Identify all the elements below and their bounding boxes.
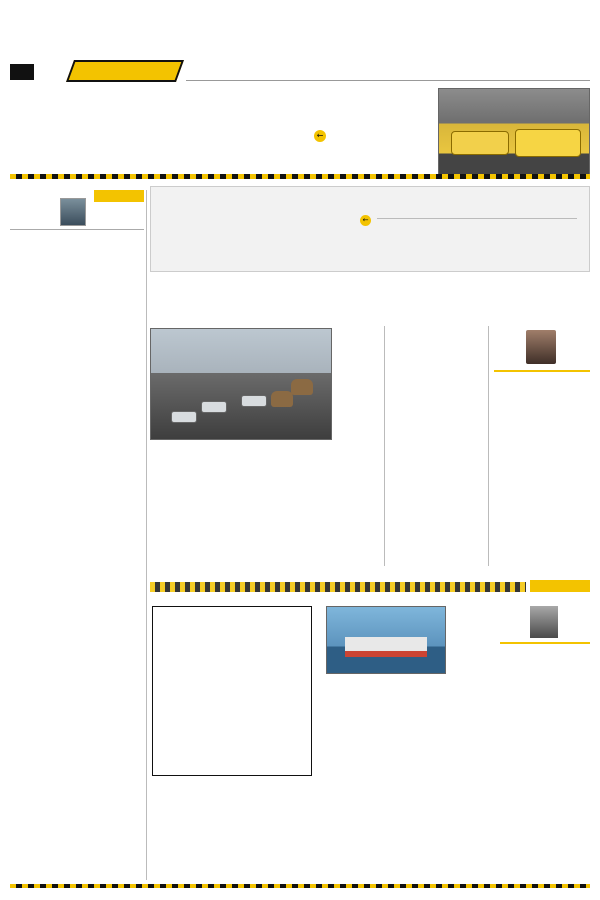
sidebar-column: [10, 190, 144, 880]
author-photo: [530, 606, 558, 638]
column-divider: [146, 190, 147, 880]
crossword-clues-across: [452, 680, 590, 870]
author-box: [494, 326, 590, 404]
news-box: [150, 186, 590, 272]
sidebar-email[interactable]: [10, 228, 144, 230]
taxi-photo: [438, 88, 590, 176]
sidebar-label: [94, 190, 144, 202]
masthead-rule: [186, 80, 590, 81]
car-figure: [171, 411, 197, 423]
news-col-2: [303, 229, 439, 269]
article-photo: [150, 328, 332, 440]
hazard-stripe: [10, 174, 590, 179]
avatar: [60, 198, 86, 226]
crossword-author: [500, 642, 590, 644]
page-number: [10, 64, 34, 80]
ship-photo: [326, 606, 446, 674]
car-figure: [241, 395, 267, 407]
camel-figure: [291, 379, 313, 395]
article-col-d: [240, 454, 332, 564]
crossword-clues-down: [326, 680, 446, 870]
brand-logo: [530, 68, 590, 80]
masthead: [10, 46, 590, 80]
hazard-stripe: [150, 582, 526, 592]
crossword-grid[interactable]: [152, 606, 312, 776]
arrow-left-icon: ←: [360, 215, 371, 226]
news-headline[interactable]: [377, 215, 577, 219]
author-name: [494, 370, 590, 372]
news-col-3: [161, 229, 297, 269]
camel-figure: [271, 391, 293, 407]
crossword-author-box: [500, 606, 590, 674]
article-col-c: [150, 454, 234, 564]
arrow-left-icon: ←: [314, 130, 326, 142]
sidebar-header: [10, 190, 144, 226]
column-divider: [384, 326, 385, 566]
section-logo: [66, 60, 184, 82]
crossword-label: [530, 580, 590, 592]
top-story-text-b: [10, 94, 160, 174]
top-story-text-a: [166, 94, 286, 174]
article-col-b: [388, 328, 480, 564]
crossword-header: [150, 570, 590, 600]
author-photo: [526, 330, 556, 364]
crossword-row-numbers: [314, 606, 322, 776]
car-figure: [201, 401, 227, 413]
news-col-1: [445, 229, 581, 269]
hazard-stripe: [10, 884, 590, 888]
sidebar-body: [10, 240, 144, 880]
article-col-a: [494, 408, 590, 564]
top-story: [10, 88, 590, 180]
column-divider: [488, 326, 489, 566]
